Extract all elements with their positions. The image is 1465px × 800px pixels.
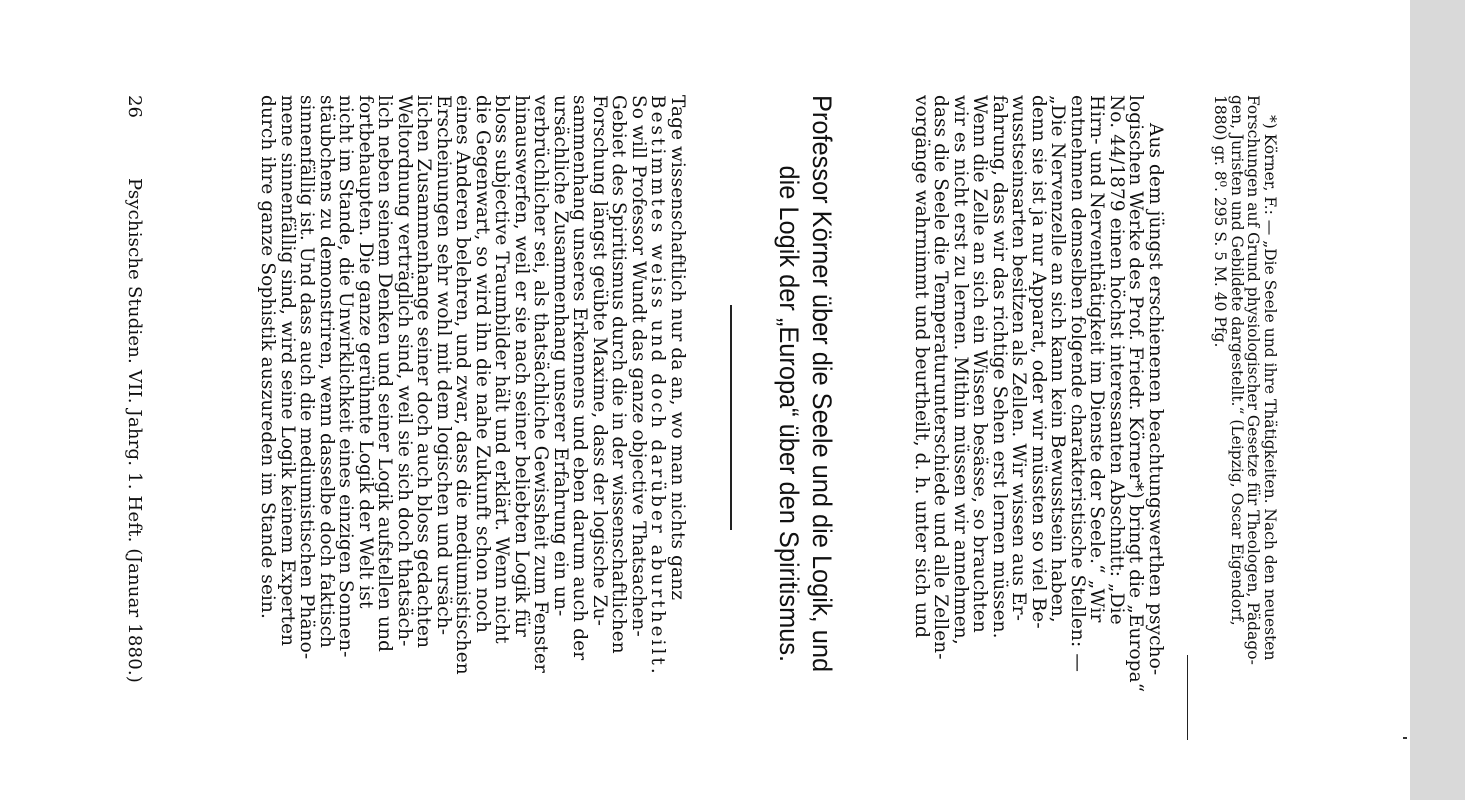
viewer-sidebar xyxy=(1410,0,1465,800)
running-title: Psychische Studien. VII. Jahrg. 1. Heft. (Januar 1880.) xyxy=(124,178,145,683)
text-line: wusstseinsarten besitzen als Zellen. Wir wissen aus Er- xyxy=(1008,95,1030,621)
footnote-line: *) Körner, F.: — „Die Seele und ihre Thätigkeiten. Nach den neuesten xyxy=(1261,115,1279,661)
heading-line: Professor Körner über die Seele und die Logik, und xyxy=(807,95,837,673)
text-line: logischen Werke des Prof. Friedr. Körner*) bringt die „Europa“ xyxy=(1125,95,1147,693)
text-line: fortbehaupten. Die ganze gerühmte Logik der Welt ist xyxy=(355,95,376,609)
text-line: die Gegenwart, so wird ihn die nahe Zukunft schon noch xyxy=(472,95,493,634)
text-line: Bestimmtes weiss und doch darüber aburtheilt. xyxy=(647,95,669,677)
text-line: denn sie ist ja nur Apparat, oder wir müssten so viel Be- xyxy=(1028,95,1049,629)
text-line: ursächliche Zusammenhang unserer Erfahrung ein un- xyxy=(550,95,571,617)
page-edge-mark xyxy=(1403,737,1407,739)
text-line: lichen Zusammenhange seiner doch auch bloss gedachten xyxy=(413,95,435,649)
text-line: wir es nicht erst zu lernen. Mithin müssen wir annehmen, xyxy=(950,95,971,645)
body-text-block xyxy=(258,95,687,677)
text-line: verbrüchlicher sei, als thatsächliche Gewissheit zum Fenster xyxy=(530,95,552,673)
text-line: mene sinnenfällig sind, wird seine Logik keinem Experten xyxy=(277,95,298,647)
text-line: vorgänge wahrnimmt und beurtheilt, d. h. unter sich und xyxy=(911,95,932,639)
text-line: durch ihre ganze Sophistik auszureden im Stande sein. xyxy=(257,95,279,620)
text-line: Forschung längst geübte Maxime, dass der logische Zu- xyxy=(589,95,610,627)
text-line: entnehmen demselben folgende charakteristische Stellen: — xyxy=(1067,95,1088,672)
text-line: Erscheinungen sehr wohl mit dem logischen und ursäch- xyxy=(433,95,454,636)
footnote xyxy=(1212,95,1278,665)
text-line: Gebiet des Spiritismus durch die in der wissenschaftlichen xyxy=(608,95,630,654)
heading-line: die Logik der „Europa“ über den Spiritismus. xyxy=(774,165,804,663)
text-line: nicht im Stande, die Unwirklichkeit eines einzigen Sonnen- xyxy=(335,95,357,658)
text-line: eines Anderen belehren, und zwar, dass die mediumistischen xyxy=(452,95,474,675)
section-heading xyxy=(772,95,838,672)
text-line: So will Professor Wundt das ganze objective Thatsachen- xyxy=(628,95,649,637)
text-line: fahrung, dass wir das richtige Sehen erst lernen müssen. xyxy=(989,95,1010,639)
section-paragraph xyxy=(912,95,1166,692)
text-line: lich neben seinem Denken und seiner Logik aufstellen und xyxy=(374,95,396,653)
text-line: bloss subjective Traumbilder hält und erklärt. Wenn nicht xyxy=(491,95,513,644)
text-line: Tage wissenschaftlich nur da an, wo man nichts ganz xyxy=(667,95,688,601)
footnote-line: Forschungen auf Grund physiologischer Gesetze für Theologen, Pädago- xyxy=(1244,95,1263,665)
text-line: Wenn die Zelle an sich ein Wissen besässe, so brauchten xyxy=(969,95,991,633)
text-line: No. 44/1879 einen höchst interessanten Abschnitt: „Die xyxy=(1106,95,1127,625)
page-number: 26 xyxy=(124,95,145,118)
footnote-separator xyxy=(1187,655,1188,740)
section-divider xyxy=(730,305,732,530)
text-line: sammenhang unseres Erkennens und eben darum auch der xyxy=(569,95,591,661)
text-line: stäubchens zu demonstriren, wenn dasselbe doch faktisch xyxy=(316,95,337,649)
text-line: Aus dem jüngst erschienenen beachtungswerthen psycho- xyxy=(1145,123,1166,676)
page-header xyxy=(124,95,145,118)
text-line: Hirn- und Nerventhätigkeit im Dienste der Seele.“ „Wir xyxy=(1086,95,1108,623)
text-line: „Die Nervenzelle an sich kann kein Bewusstsein haben, xyxy=(1047,95,1069,623)
text-line: sinnenfällig ist. Und dass auch die mediumistischen Phäno- xyxy=(296,95,318,660)
footnote-line: gen, Juristen und Gebildete dargestellt.“ (Leipzig, Oscar Eigendorf, xyxy=(1228,95,1246,626)
text-line: hinauswerfen, weil er sie nach seiner beliebten Logik für xyxy=(511,95,532,637)
text-line: Weltordnung verträglich sind, weil sie sich doch thatsäch- xyxy=(394,95,415,647)
footnote-line: 1880) gr. 8⁰. 295 S. 5 M. 40 Pfg. xyxy=(1211,95,1230,348)
text-line: dass die Seele die Temperaturunterschiede und alle Zellen- xyxy=(930,95,952,660)
